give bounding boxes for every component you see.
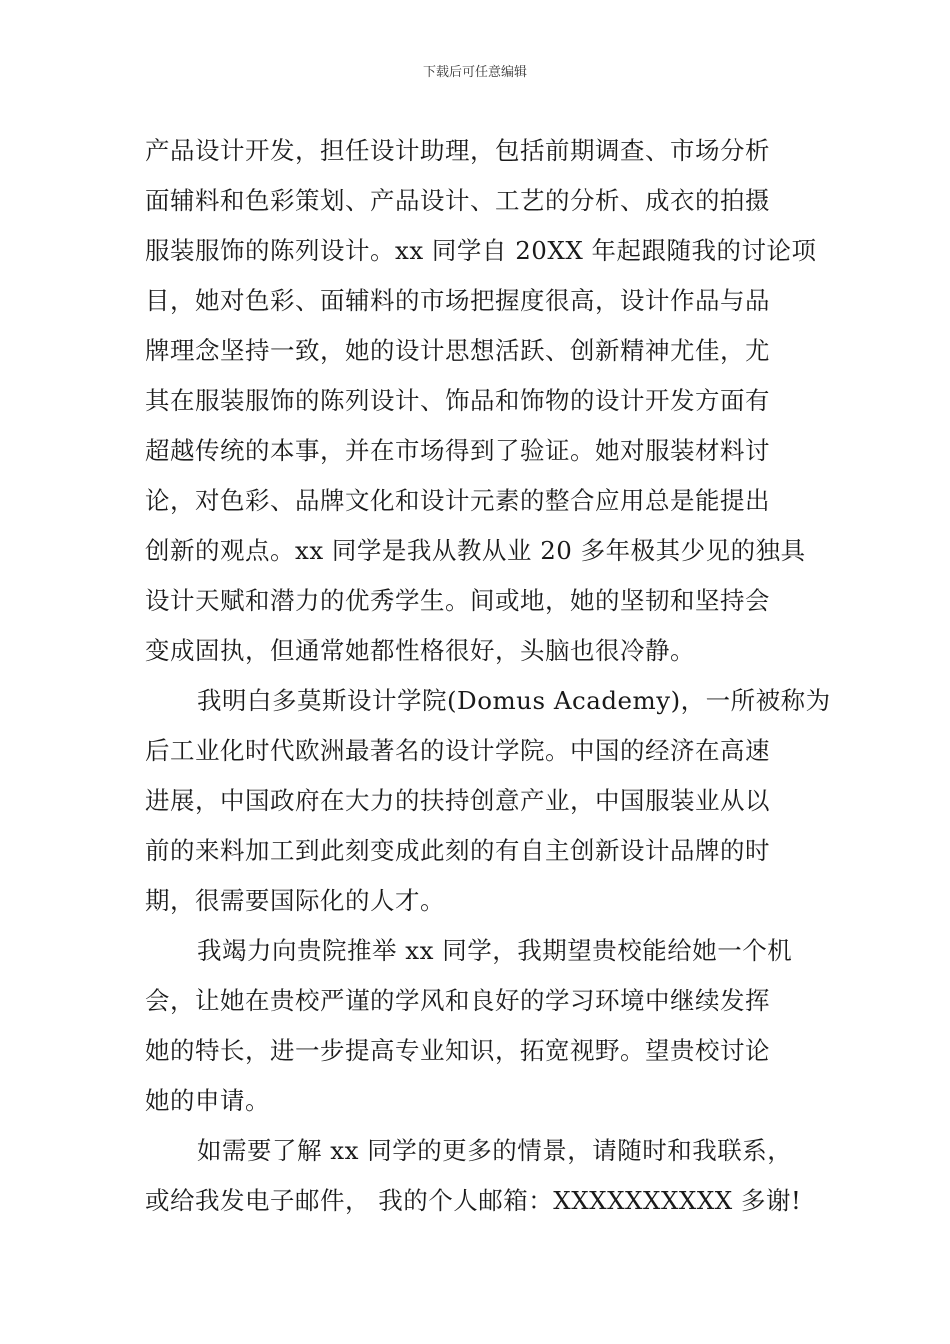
text-line: 她的特长，进一步提高专业知识，拓宽视野。望贵校讨论 bbox=[145, 1036, 770, 1065]
text-line: 期，很需要国际化的人才。 bbox=[145, 886, 445, 915]
text-line: 牌理念坚持一致，她的设计思想活跃、创新精神尤佳，尤 bbox=[145, 336, 770, 365]
text-line: 前的来料加工到此刻变成此刻的有自主创新设计品牌的时 bbox=[145, 836, 770, 865]
text-line: 产品设计开发，担任设计助理，包括前期调查、市场分析 bbox=[145, 136, 770, 165]
text-line: 会，让她在贵校严谨的学风和良好的学习环境中继续发挥 bbox=[145, 986, 770, 1015]
text-line: 创新的观点。xx 同学是我从教从业 20 多年极其少见的独具 bbox=[145, 536, 806, 565]
letter-body bbox=[145, 126, 831, 1226]
text-line: 论，对色彩、品牌文化和设计元素的整合应用总是能提出 bbox=[145, 486, 770, 515]
text-line: 或给我发电子邮件， 我的个人邮箱：XXXXXXXXXX 多谢! bbox=[145, 1186, 802, 1215]
text-line: 面辅料和色彩策划、产品设计、工艺的分析、成衣的拍摄 bbox=[145, 186, 770, 215]
text-line: 她的申请。 bbox=[145, 1086, 270, 1115]
text-line: 超越传统的本事，并在市场得到了验证。她对服装材料讨 bbox=[145, 436, 770, 465]
page-header: 下载后可任意编辑 bbox=[422, 65, 527, 80]
paragraph-start-line: 我明白多莫斯设计学院(Domus Academy)，一所被称为 bbox=[197, 686, 831, 715]
text-line: 设计天赋和潜力的优秀学生。间或地，她的坚韧和坚持会 bbox=[145, 586, 770, 615]
text-line: 其在服装服饰的陈列设计、饰品和饰物的设计开发方面有 bbox=[145, 386, 770, 415]
text-line: 后工业化时代欧洲最著名的设计学院。中国的经济在高速 bbox=[145, 736, 770, 765]
text-line: 进展，中国政府在大力的扶持创意产业，中国服装业从以 bbox=[145, 786, 770, 815]
paragraph-start-line: 我竭力向贵院推举 xx 同学，我期望贵校能给她一个机 bbox=[197, 936, 793, 965]
text-line: 变成固执，但通常她都性格很好，头脑也很冷静。 bbox=[145, 636, 695, 665]
paragraph-start-line: 如需要了解 xx 同学的更多的情景，请随时和我联系， bbox=[197, 1136, 793, 1165]
text-line: 目，她对色彩、面辅料的市场把握度很高，设计作品与品 bbox=[145, 286, 770, 315]
text-line: 服装服饰的陈列设计。xx 同学自 20XX 年起跟随我的讨论项 bbox=[145, 236, 817, 265]
